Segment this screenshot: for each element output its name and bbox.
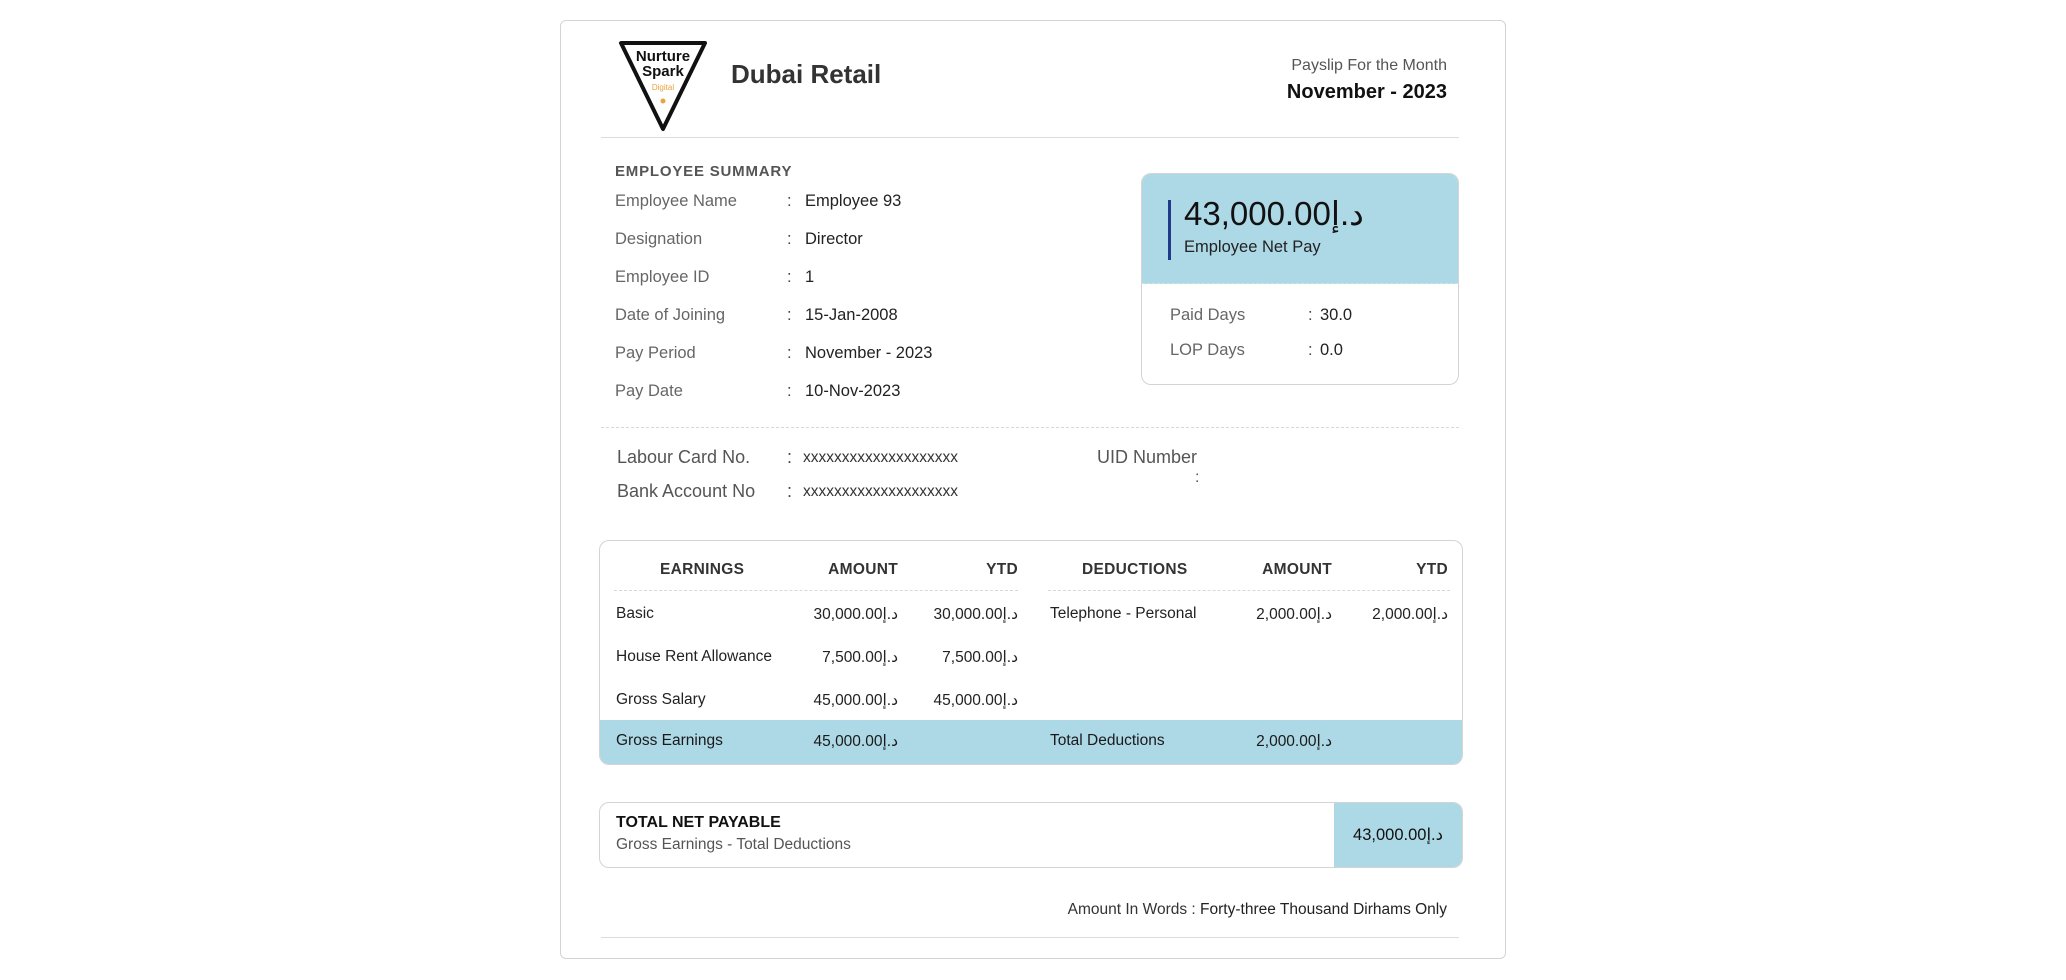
labour-card-colon: : xyxy=(787,447,793,467)
earning-amount: 30,000.00د.إ xyxy=(813,606,898,623)
total-net-payable-box xyxy=(599,802,1463,868)
earning-ytd: 45,000.00د.إ xyxy=(933,692,1018,709)
summary-value: 10-Nov-2023 xyxy=(805,382,901,400)
footer-divider xyxy=(601,937,1459,938)
summary-label: Date of Joining xyxy=(615,306,726,324)
employee-summary-title: EMPLOYEE SUMMARY xyxy=(615,163,793,180)
logo-text-line2: Spark xyxy=(642,63,684,80)
bank-account-value: xxxxxxxxxxxxxxxxxxxx xyxy=(803,483,958,500)
earning-ytd: 7,500.00د.إ xyxy=(942,649,1018,666)
total-net-payable-title: TOTAL NET PAYABLE xyxy=(616,814,781,831)
summary-colon: : xyxy=(787,344,792,362)
earnings-deductions-table xyxy=(599,540,1463,765)
net-pay-label: Employee Net Pay xyxy=(1184,238,1321,256)
net-pay-accent-bar xyxy=(1168,200,1171,260)
lop-days-value: 0.0 xyxy=(1320,341,1343,359)
net-pay-amount: 43,000.00د.إ xyxy=(1184,195,1364,232)
summary-value: 15-Jan-2008 xyxy=(805,306,898,324)
amount-in-words-label: Amount In Words : xyxy=(1067,901,1196,918)
company-logo xyxy=(617,39,709,133)
total-net-payable-amount: 43,000.00د.إ xyxy=(1334,803,1462,867)
earnings-header-divider xyxy=(614,590,1018,591)
gross-earnings-value: 45,000.00د.إ xyxy=(813,733,898,750)
summary-colon: : xyxy=(787,382,792,400)
summary-colon: : xyxy=(787,306,792,324)
bank-account-colon: : xyxy=(787,481,793,501)
earning-amount: 7,500.00د.إ xyxy=(822,649,898,666)
table-footer-row xyxy=(600,720,1462,764)
summary-colon: : xyxy=(787,192,792,210)
payslip-month-value: November - 2023 xyxy=(1286,81,1447,103)
gross-earnings-label: Gross Earnings xyxy=(616,732,723,749)
logo-text-line1: Nurture xyxy=(635,48,691,65)
earning-amount: 45,000.00د.إ xyxy=(813,692,898,709)
payslip-sheet xyxy=(560,20,1506,959)
total-deductions-label: Total Deductions xyxy=(1050,732,1165,749)
company-name: Dubai Retail xyxy=(731,59,882,89)
total-net-payable-subtitle: Gross Earnings - Total Deductions xyxy=(616,836,851,853)
logo-text-line3: Digital xyxy=(651,83,675,92)
summary-colon: : xyxy=(787,230,792,248)
earning-name: House Rent Allowance xyxy=(616,648,772,665)
summary-label: Designation xyxy=(615,230,703,248)
summary-label: Employee Name xyxy=(615,192,737,210)
summary-divider xyxy=(601,427,1459,428)
amount-in-words-value: Forty-three Thousand Dirhams Only xyxy=(1200,901,1447,918)
deductions-ytd-header: YTD xyxy=(1416,561,1448,578)
deductions-header-divider xyxy=(1048,590,1450,591)
paid-days-value: 30.0 xyxy=(1320,306,1353,324)
earning-name: Gross Salary xyxy=(616,691,706,708)
summary-colon: : xyxy=(787,268,792,286)
earnings-amount-header: AMOUNT xyxy=(828,561,898,578)
deduction-name: Telephone - Personal xyxy=(1050,605,1197,622)
payslip-month-label: Payslip For the Month xyxy=(1291,57,1447,74)
earning-name: Basic xyxy=(616,605,654,622)
header-divider xyxy=(601,137,1459,138)
total-deductions-value: 2,000.00د.إ xyxy=(1256,733,1332,750)
net-pay-card xyxy=(1141,173,1459,385)
deductions-header: DEDUCTIONS xyxy=(1082,561,1188,578)
deductions-amount-header: AMOUNT xyxy=(1262,561,1332,578)
summary-value: Employee 93 xyxy=(805,192,902,210)
earning-ytd: 30,000.00د.إ xyxy=(933,606,1018,623)
labour-card-value: xxxxxxxxxxxxxxxxxxxx xyxy=(803,449,958,466)
bank-account-label: Bank Account No xyxy=(617,481,756,501)
amount-in-words xyxy=(1068,901,1447,919)
lop-days-colon: : xyxy=(1308,341,1313,359)
deduction-amount: 2,000.00د.إ xyxy=(1256,606,1332,623)
net-pay-highlight xyxy=(1142,174,1458,284)
lop-days-label: LOP Days xyxy=(1170,341,1245,359)
earnings-ytd-header: YTD xyxy=(986,561,1018,578)
paid-days-label: Paid Days xyxy=(1170,306,1246,324)
summary-label: Employee ID xyxy=(615,268,710,286)
summary-value: 1 xyxy=(805,268,815,286)
earnings-header: EARNINGS xyxy=(660,561,745,578)
uid-number-label: UID Number xyxy=(1097,447,1198,467)
summary-label: Pay Date xyxy=(615,382,683,400)
summary-value: Director xyxy=(805,230,863,248)
summary-label: Pay Period xyxy=(615,344,696,362)
uid-number-colon: : xyxy=(1195,469,1200,486)
labour-card-label: Labour Card No. xyxy=(617,447,751,467)
summary-value: November - 2023 xyxy=(805,344,933,362)
deduction-ytd: 2,000.00د.إ xyxy=(1372,606,1448,623)
paid-days-colon: : xyxy=(1308,306,1313,324)
